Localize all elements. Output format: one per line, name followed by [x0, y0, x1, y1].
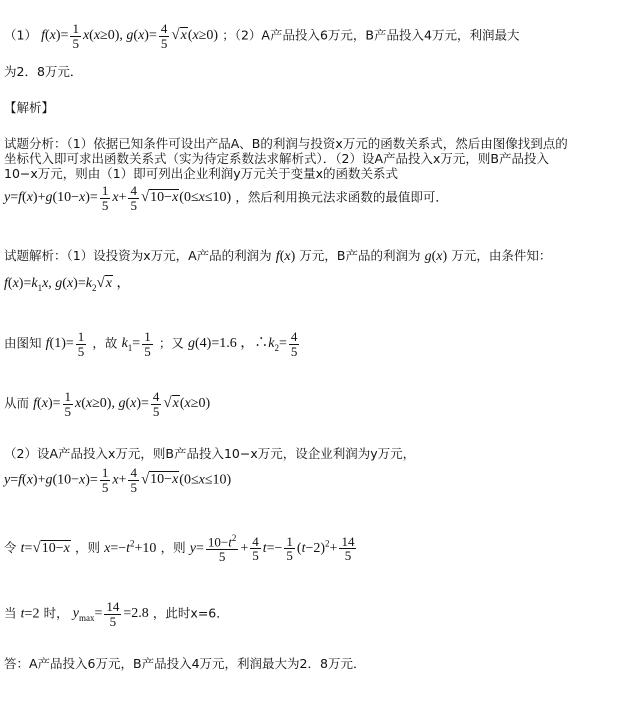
max-line: 当 t=2 时， $y_{max}=$ $\frac{14}{5}$ =2.8 ，此时x=6． — [4, 599, 229, 629]
formula-profit: y=f(x)+g(10−x)= $\frac{1}{5}$ x+ $\frac{4}{5}$ √10−x(0≤x≤10) — [4, 183, 232, 213]
hint-line-4 — [4, 184, 448, 212]
answer-line-1 — [4, 22, 519, 50]
part2-formula: y=f(x)+g(10−x)= $\frac{1}{5}$ x+ $\frac{4}{5}$ √10−x(0≤x≤10) — [4, 465, 232, 495]
analysis-heading: 【解析】 — [4, 100, 55, 115]
answer-line-2: 为2．8万元． — [4, 64, 83, 79]
solution-line-2: $f(x)=k_1x$, $g(x)=k_2√x$ ， — [4, 275, 131, 293]
solution-line-1: 试题解析：（1）设投资为x万元，A产品的利润为 f(x) 万元，B产品的利润为 g(x) 万元，由条件知： — [4, 248, 552, 264]
substitution-line: 令 t=√10−x ，则 $x=-t^2+10$ ，则 y= $\frac{10-t^2}{5}$ + $\frac{4}{5}$ t=− $\frac{1}{5}$ $(t-2)^2+$ $\frac{14}{5}$ — [4, 533, 355, 564]
hint-line-3: 10−x万元，则由（1）即可列出企业利润y万元关于变量x的函数关系式 — [4, 166, 399, 181]
hint-line-2: 坐标代入即可求出函数关系式（实为待定系数法求解析式）．（2）设A产品投入x万元，则B产品投入 — [4, 151, 549, 166]
solution-line-4: 从而 f(x)= $\frac{1}{5}$ x(x≥0), g(x)= $\frac{4}{5}$ √x(x≥0) — [4, 389, 211, 419]
answer-part2: ；（2）A产品投入6万元，B产品投入4万元，利润最大 — [222, 27, 520, 43]
part2-line: （2）设A产品投入x万元，则B产品投入10−x万元，设企业利润为y万元， — [4, 446, 416, 461]
formula-f-g-definition: f(x)= $\frac{1}{5}$ x(x≥0), g(x)= $\frac{4}{5}$ √x(x≥0) — [41, 21, 219, 51]
hint-line-4-tail: ，然后利用换元法求函数的最值即可． — [235, 189, 448, 205]
solution-line-3: 由图知 f(1)= $\frac{1}{5}$ ，故 $k_1=$ $\frac{1}{5}$ ；又 g(4)=1.6 ，$\therefore k_2=$ $\frac{4}{5}$ — [4, 329, 298, 359]
answer-part1-prefix: （1） — [4, 27, 37, 43]
hint-line-1: 试题分析：（1）依据已知条件可设出产品A、B的利润与投资x万元的函数关系式，然后由图像找到点的 — [4, 136, 568, 151]
final-answer: 答：A产品投入6万元，B产品投入4万元，利润最大为2．8万元． — [4, 656, 366, 671]
